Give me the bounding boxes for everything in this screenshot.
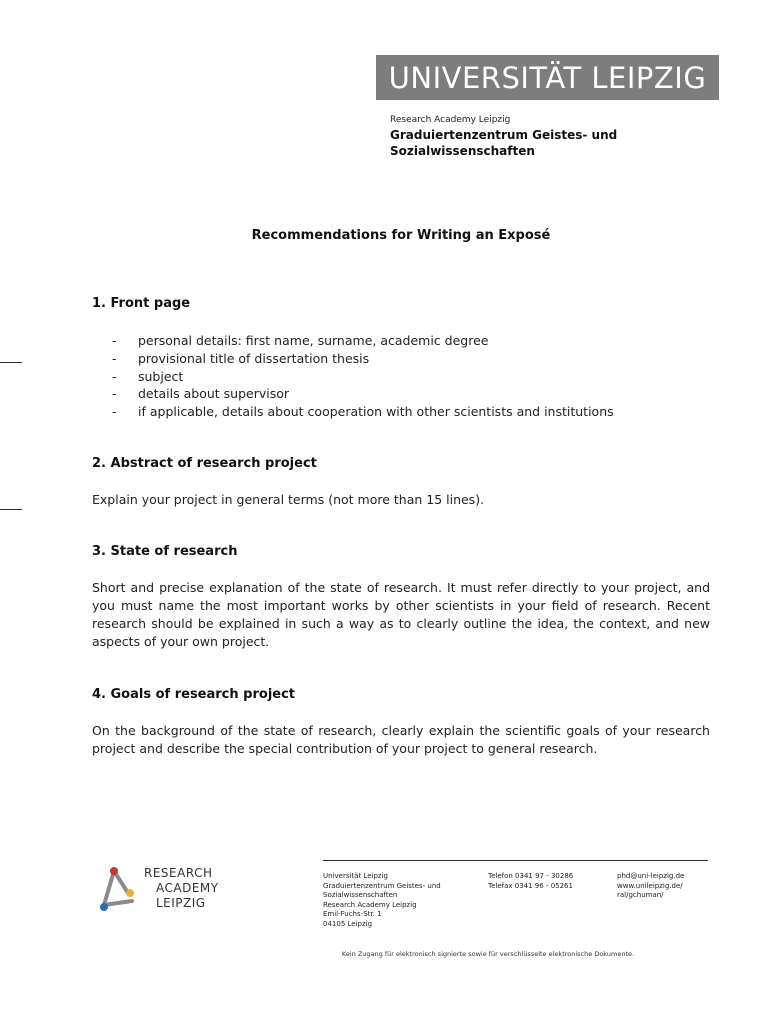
section-heading-abstract: 2. Abstract of research project [92, 456, 317, 471]
logo-bar-left [104, 871, 114, 905]
section-heading-state-of-research: 3. State of research [92, 544, 238, 559]
footer-rule [323, 860, 708, 861]
footer-disclaimer: Kein Zugang für elektronisch signierte sowie für verschlüsselte elektronische Dokumente. [341, 950, 635, 958]
state-of-research-paragraph: Short and precise explanation of the state of research. It must refer directly to your project, and you must name the most important works by other scientists in your field of research. Recent research should be explained in such a way as to clearly outline the idea, the context, and new aspects of your own project. [92, 580, 710, 649]
list-item: - details about supervisor [112, 386, 290, 402]
department-block [390, 114, 720, 159]
academy-name: Research Academy Leipzig [390, 115, 511, 125]
list-item: - if applicable, details about cooperation with other scientists and institutions [112, 404, 614, 420]
section-heading-front-page: 1. Front page [92, 296, 191, 311]
center-name-line1: Graduiertenzentrum Geistes- und [390, 128, 618, 142]
logo-line-research: RESEARCH [144, 866, 213, 880]
research-academy-logo-text [144, 866, 219, 911]
list-dash: - [112, 368, 117, 384]
footer-fax: Telefax 0341 96 - 05261 [488, 881, 573, 890]
logo-dot-blue [100, 903, 108, 911]
list-item: - personal details: first name, surname, academic degree [112, 333, 489, 348]
logo-line-academy: ACADEMY [156, 881, 219, 895]
center-name-line2: Sozialwissenschaften [390, 144, 535, 158]
logo-dot-yellow [126, 889, 134, 897]
section-heading-goals: 4. Goals of research project [92, 687, 296, 702]
front-page-list [112, 332, 614, 421]
footer-phone: Telefon 0341 97 - 30286 [488, 872, 574, 880]
footer-address: Universität Leipzig Graduiertenzentrum Geistes- und Sozialwissenschaften Research Academy Leipzig Emil-Fuchs-Str. 1 04105 Leipzig [323, 872, 441, 928]
document-title: Recommendations for Writing an Exposé [251, 228, 551, 243]
list-dash: - [112, 333, 117, 348]
abstract-paragraph: Explain your project in general terms (not more than 15 lines). [92, 492, 485, 507]
university-logo-text: UNIVERSITÄT LEIPZIG [388, 60, 707, 95]
logo-line-leipzig: LEIPZIG [156, 896, 206, 910]
logo-dot-red [110, 867, 118, 875]
research-academy-logo [96, 860, 236, 920]
list-item: - provisional title of dissertation thesis [112, 350, 370, 366]
list-dash: - [112, 350, 117, 366]
fold-mark-top [0, 362, 22, 363]
list-dash: - [112, 404, 117, 420]
footer-phone-block [488, 872, 573, 891]
footer-email[interactable]: phd@uni-leipzig.de [617, 872, 685, 880]
footer-contact-block [617, 872, 684, 901]
research-academy-logo-icon [96, 863, 140, 915]
list-item: - subject [112, 368, 184, 384]
list-dash: - [112, 386, 117, 402]
footer-web-line1[interactable]: www.unileipzig.de/ [617, 881, 683, 890]
goals-paragraph: On the background of the state of research, clearly explain the scientific goals of your research project and describe the special contribution of your project to general research. [92, 723, 710, 756]
university-logo [376, 55, 719, 100]
footer-web-line2[interactable]: ral/gchuman/ [617, 891, 664, 899]
fold-mark-bottom [0, 509, 22, 510]
logo-bar-bottom [104, 901, 132, 905]
